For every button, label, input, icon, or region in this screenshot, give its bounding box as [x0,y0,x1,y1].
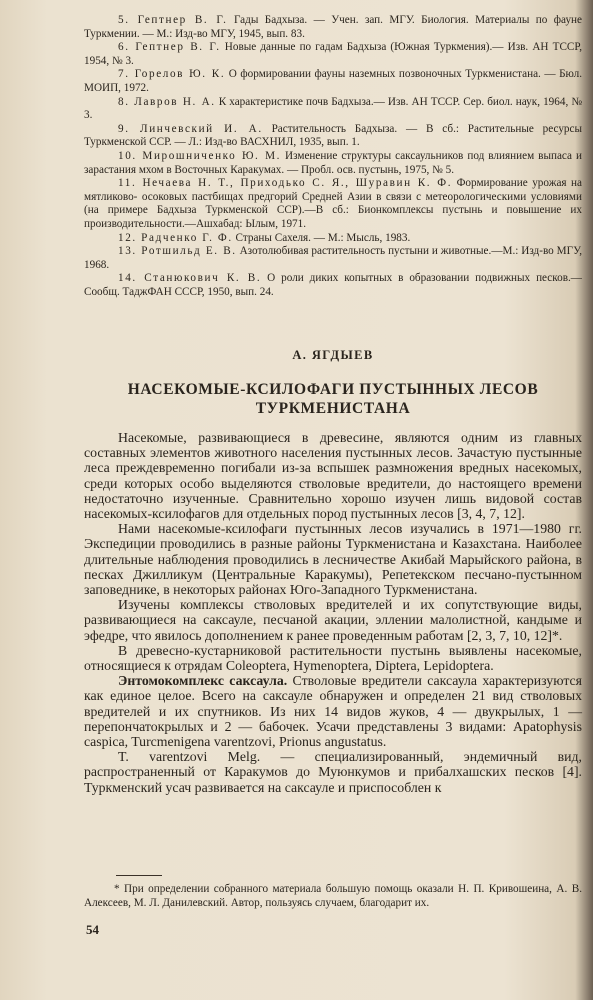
page-number: 54 [86,922,99,937]
reference-item [84,272,582,299]
reference-item [84,245,582,272]
reference-item [84,150,582,177]
reference-author: 9. Линчевский И. А. [118,122,263,135]
reference-text: Изменение структуры саксаульников под влиянием выпаса и зарастания мхом в Восточных Каракумах. — Пробл. осв. пустынь, 1975, № 5. [84,149,582,176]
reference-author: 5. Гептнер В. Г. [118,14,228,26]
reference-list [84,14,582,299]
body-paragraph: Нами насекомые-ксилофаги пустынных лесов изучались в 1971—1980 гг. Экспедиции проводились в разные районы Туркменистана и Казахстана. Наиболее длительные наблюдения проводились в лесничестве Акибай Марыйского района, в песках Джилликум (Центральные Каракумы), Репетекском песчано-пустынном заповеднике, в некоторых районах Юго-Западного Туркменистана. [84,521,582,598]
reference-item [84,68,582,95]
footnote-separator [116,875,162,876]
reference-item [84,232,582,246]
article-body [84,430,582,795]
paragraph-text: Стволовые вредители саксаула характеризуются как единое целое. Всего на саксауле обнаружен и определен 21 вид стволовых вредителей и их спутников. Из них 14 видов жуков, 4 — двукрылых, 1 — перепончатокрылых и 2 — бабочек. Усачи представлены 3 видами: Apatophysis caspica, Turcmenigena varentzovi, Prionus angustatus. [84,673,582,750]
reference-text: К характеристике почв Бадхыза.— Изв. АН ТССР. Сер. биол. наук, 1964, № 3. [84,95,582,122]
reference-text: О роли диких копытных в образовании подвижных песков.— Сообщ. ТаджФАН СССР, 1950, вып. 24. [84,272,582,298]
footnote-text: * При определении собранного материала большую помощь оказали Н. П. Кривошеина, А. В. Алексеев, М. Л. Данилевский. Автор, пользуясь случаем, благодарит их. [84,883,582,909]
reference-text: Растительность Бадхыза. — В сб.: Растительные ресурсы Туркменской ССР. — Л.: Изд-во ВАСХНИЛ, 1935, вып. 1. [84,122,582,149]
article-title [84,380,582,418]
reference-text: Формирование урожая на мятликово- осоковых пастбищах предгорий Средней Азии в связи с метеорологическими условиями (на примере Бадхыза Туркменской ССР).—В сб.: Бионкомплексы пустынь и повышение их производительности.—Ашхабад: Ылым, 1971. [84,177,582,230]
reference-item [84,14,582,41]
reference-author: 8. Лавров Н. А. [118,95,216,108]
reference-item [84,177,582,231]
body-paragraph: Изучены комплексы стволовых вредителей и их сопутствующие виды, развивающиеся на саксауле, песчаной акации, эллении малолистной, кандыме и эфедре, что явилось дополнением к ранее проведенным работам [2, 3, 7, 10, 12]*. [84,597,582,643]
reference-author: 14. Станюкович К. В. [118,272,262,285]
body-paragraph: Насекомые, развивающиеся в древесине, являются одним из главных составных элементов животного населения пустынных лесов. Зачастую пустынные леса преждевременно погибали из-за вспышек размножения вредных насекомых, среди которых особо выделяются стволовые вредители, до настоящего времени недостаточно изученные. Сравнительно хорошо изучен лишь видовой состав насекомых-ксилофагов для отдельных пород пустынных лесов [3, 4, 7, 12]. [84,430,582,522]
reference-item [84,41,582,68]
reference-text: Гады Бадхыза. — Учен. зап. МГУ. Биология. Материалы по фауне Туркмении. — М.: Изд-во МГУ, 1945, вып. 83. [84,14,582,40]
reference-author: 11. Нечаева Н. Т., Приходько С. Я., Шуравин К. Ф. [118,177,453,190]
body-paragraph: В древесно-кустарниковой растительности пустынь выявлены насекомые, относящиеся к отрядам Coleoptera, Hymenoptera, Diptera, Lepidoptera. [84,642,582,674]
article-author: А. ЯГДЫЕВ [292,348,374,362]
reference-text: Новые данные по гадам Бадхыза (Южная Туркмения).— Изв. АН ТССР, 1954, № 3. [84,41,582,67]
reference-text: Страны Сахеля. — М.: Мысль, 1983. [232,231,411,244]
body-paragraph: T. varentzovi Melg. — специализированный, эндемичный вид, распространенный от Каракумов до Муюнкумов и прибалхашских песков [4]. Туркменский усач развивается на саксауле и приспособлен к [84,749,582,795]
reference-author: 12. Радченко Г. Ф. [118,231,233,244]
body-paragraph [84,673,582,749]
reference-author: 6. Гептнер В. Г. [118,41,221,54]
reference-author: 13. Ротшильд Е. В. [118,245,237,258]
reference-text: Азотолюбивая растительность пустыни и животные.—М.: Изд-во МГУ, 1968. [84,245,582,271]
article-title-line: НАСЕКОМЫЕ-КСИЛОФАГИ ПУСТЫННЫХ ЛЕСОВ [127,381,539,398]
section-heading: Энтомокомплекс саксаула. [118,673,288,689]
reference-item [84,123,582,150]
article-title-line: ТУРКМЕНИСТАНА [255,400,411,417]
reference-author: 7. Горелов Ю. К. [118,68,226,81]
footnote [84,882,582,910]
reference-item [84,96,582,123]
reference-text: О формировании фауны наземных позвоночных Туркменистана. — Бюл. МОИП, 1972. [84,68,583,94]
reference-author: 10. Мирошниченко Ю. М. [118,149,282,162]
